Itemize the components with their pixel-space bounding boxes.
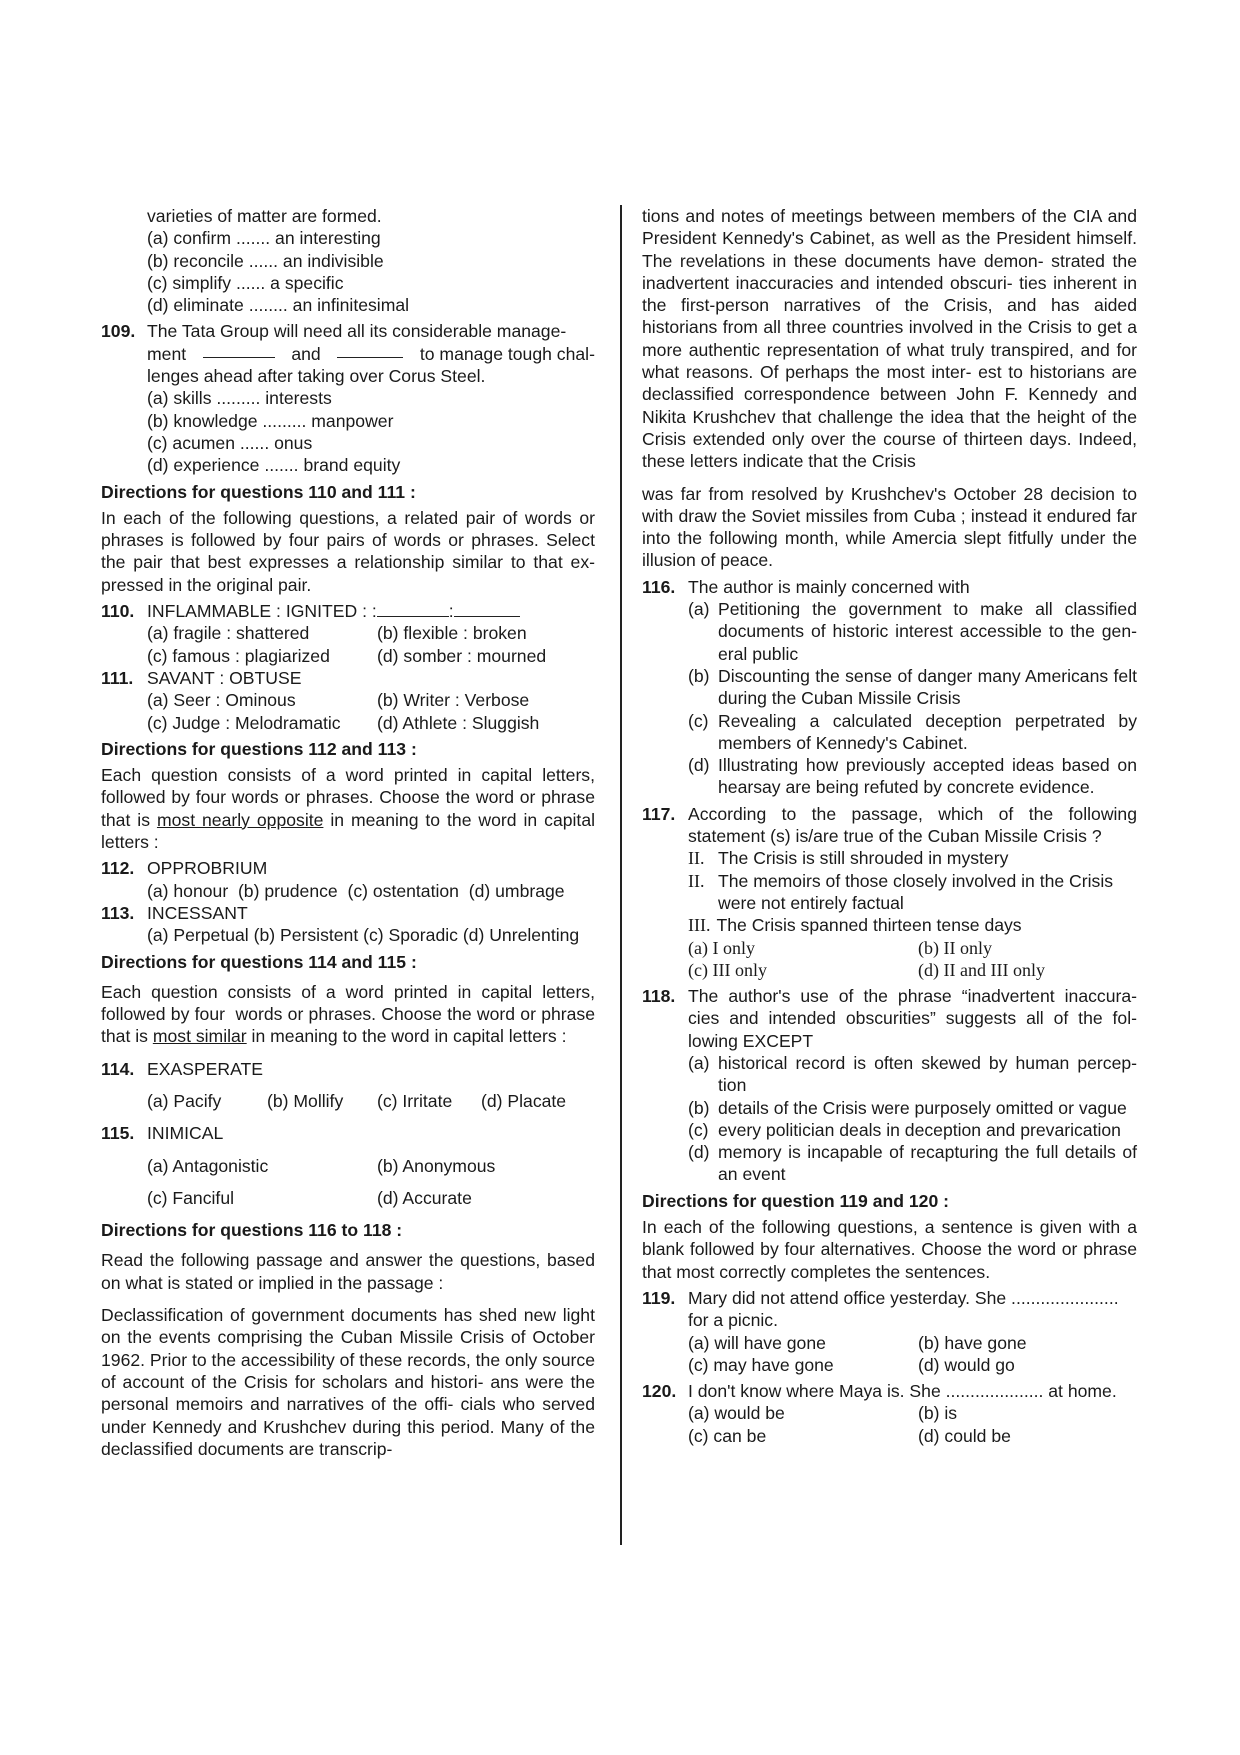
q111-options: (a) Seer : Ominous (b) Writer : Verbose	[147, 690, 530, 711]
question-116: 116. The author is mainly concerned with	[642, 576, 970, 597]
question-118: 118. The author's use of the phrase “inadvertent inaccura- cies and intended obscurities” suggests all of the fol- lowing EXCEPT	[642, 986, 1137, 1051]
question-119: 119. Mary did not attend office yesterday. She ...................... for a picnic.	[642, 1287, 1119, 1331]
directions-119-120: Directions for question 119 and 120 :	[642, 1190, 949, 1211]
directions-text: Each question consists of a word printed in capital letters, followed by four words or phrases. Choose the word or phrase that is most similar in meaning to the word in capital letters :	[101, 981, 600, 1047]
q108-option: (d) eliminate ........ an infinitesimal	[147, 295, 410, 316]
q108-continuation: varieties of matter are formed. (a) confirm ....... an interesting (b) reconcile ...... an indivisible (c) simplify ...... a specific (d) eliminate ........ an infinitesimal	[101, 205, 595, 316]
q117-statement: II. The Crisis is still shrouded in mystery	[688, 848, 1009, 869]
directions-114-115: Directions for questions 114 and 115 :	[101, 951, 417, 972]
q116-option: (c) Revealing a calculated deception perpetrated by members of Kennedy's Cabinet.	[688, 710, 1137, 753]
q117-statement: II. The memoirs of those closely involved in the Crisis were not entirely factual	[688, 870, 1114, 913]
q118-option: (c) every politician deals in deception and prevarication	[688, 1119, 1121, 1140]
question-112: 112. OPPROBRIUM	[101, 858, 268, 879]
directions-112-113: Directions for questions 112 and 113 :	[101, 738, 417, 759]
q116-option: (d) Illustrating how previously accepted ideas based on hearsay are being refuted by concrete evidence.	[688, 755, 1137, 798]
question-120: 120. I don't know where Maya is. She .................... at home.	[642, 1381, 1117, 1402]
answer-blank	[377, 602, 449, 617]
directions-text: In each of the following questions, a related pair of words or phrases is followed by four pairs of words or phrases. Select the pair that best expresses a relationship similar to that ex- pressed in the original pair.	[101, 507, 595, 595]
q118-option: (a) historical record is often skewed by human percep- tion	[688, 1052, 1137, 1096]
right-column: tions and notes of meetings between members of the CIA and President Kennedy's Cabinet, as well as the President himself. The revelations in these documents have demon- strated the inadvertent inaccuracies and intended obscuri- ties inherent in the first-person narratives of the Crisis, and has aided historians from all three countries involved in the Crisis to get a more authentic representation of what truly transpired, and for what reasons. Of perhaps the most inter- est to historians are declassified correspondence between John F. Kennedy and Nikita Krushchev that challenge the idea that the height of the Crisis extended only over the course of thirteen days. Indeed, these letters indicate that the Crisis was far from resolved by Krushchev's October 28 decision to with draw the Soviet missiles from Cuba ; instead it endured far into the following month, while Amercia slept fitfully under the illusion of peace. 116. The author is mainly concerned with (a) Petitioning the government to make all classified documents of historic interest accessible to the gen- eral public (b) Discounting the sense of danger many Americans felt during the Cuban Missile Crisis (c) Revealing a calculated deception perpetrated by members of Kennedy's Cabinet. (d) Illustrating how previously accepted ideas based on hearsay are being refuted by concrete evidence. 117. According to the passage, which of the following statement (s) is/are true of the Cuban Missile Crisis ? II. The Crisis is still shrouded in mystery II. The memoirs of those closely involved in the Crisis were not entirely factual III. The Crisis spanned thirteen tense days (a) I only (b) II only (c) III only (d) II and III only 118. The author's use of the phrase “inadvertent inaccura- cies and intended obscurities” suggests all of the fol- lowing EXCEPT (a) historical record is often skewed by human percep- tion (b) details of the Crisis were purposely omitted or vague (c) every politician deals in deception and prevarication (d) memory is incapable of recapturing the full details of an event Directions for question 119 and 120 : In each of the following questions, a sentence is given with a blank followed by four alternatives. Choose the word or phrase that most correctly completes the sentences. 119. Mary did not attend office yesterday. She ...................... for a picnic. (a) will have gone (b) have gone (c) may have gone (d) would go 120. I don't know where Maya is. She .................... at home. (a) would be (b) is (c) can be (d) could be	[642, 206, 1137, 1446]
q110-options: (a) fragile : shattered (b) flexible : broken	[147, 623, 527, 644]
passage-paragraph: tions and notes of meetings between members of the CIA and President Kennedy's Cabinet, as well as the President himself. The revelations in these documents have demon- strated the inadvertent inaccuracies and intended obscuri- ties inherent in the first-person narratives of the Crisis, and has aided historians from all three countries involved in the Crisis to get a more authentic representation of what truly transpired, and for what reasons. Of perhaps the most inter- est to historians are declassified correspondence between John F. Kennedy and Nikita Krushchev that challenge the idea that the height of the Crisis extended only over the course of thirteen days. Indeed, these letters indicate that the Crisis	[642, 206, 1137, 472]
question-114: 114. EXASPERATE	[101, 1058, 264, 1079]
q109-options: (a) skills ......... interests (b) knowledge ......... manpower (c) acumen ...... onus (d) experience ....... brand equity	[147, 388, 401, 476]
q117-statement: III. The Crisis spanned thirteen tense days	[688, 915, 1022, 936]
passage-paragraph: Declassification of government documents has shed new light on the events comprising the Cuban Missile Crisis of October 1962. Prior to the accessibility of these records, the only source of account of the Crisis for scholars and histori- ans were the personal memoirs and narratives of the offi- cials who served under Kennedy and Krushchev during this period. Many of the declassified documents are transcrip-	[101, 1305, 595, 1459]
answer-blank	[337, 343, 403, 358]
q113-options: (a) Perpetual (b) Persistent (c) Sporadic (d) Unrelenting	[147, 925, 580, 946]
q118-option: (d) memory is incapable of recapturing the full details of an event	[688, 1142, 1137, 1185]
q119-options: (a) will have gone (b) have gone	[688, 1332, 1027, 1353]
q115-options: (a) Antagonistic (b) Anonymous	[147, 1155, 496, 1176]
question-109: 109. The Tata Group will need all its considerable manage- ment and to manage tough chal- lenges ahead after taking over Corus Steel.	[101, 321, 595, 387]
column-divider	[620, 205, 622, 1545]
question-111: 111. SAVANT : OBTUSE	[101, 667, 302, 688]
q108-option: (b) reconcile ...... an indivisible	[147, 250, 384, 271]
question-115: 115. INIMICAL	[101, 1123, 224, 1144]
q112-options: (a) honour (b) prudence (c) ostentation (d) umbrage	[147, 880, 565, 901]
directions-110-111: Directions for questions 110 and 111 :	[101, 481, 416, 502]
q114-options: (a) Pacify (b) Mollify (c) Irritate (d) Placate	[147, 1090, 567, 1111]
q117-options: (a) I only (b) II only	[688, 937, 992, 958]
answer-blank	[203, 343, 275, 358]
question-110: 110. INFLAMMABLE : IGNITED : : :	[101, 600, 595, 622]
directions-text: Read the following passage and answer the questions, based on what is stated or implied in the passage :	[101, 1250, 595, 1293]
passage-paragraph: was far from resolved by Krushchev's October 28 decision to with draw the Soviet missiles from Cuba ; instead it endured far into the following month, while Amercia slept fitfully under the illusion of peace.	[642, 483, 1137, 571]
q108-option: (c) simplify ...... a specific	[147, 272, 344, 293]
q108-option: (a) confirm ....... an interesting	[147, 228, 381, 249]
directions-text: In each of the following questions, a sentence is given with a blank followed by four alternatives. Choose the word or phrase that most correctly completes the sentences.	[642, 1217, 1137, 1282]
q118-option: (b) details of the Crisis were purposely omitted or vague	[688, 1097, 1127, 1118]
q116-option: (b) Discounting the sense of danger many Americans felt during the Cuban Missile Crisis	[688, 665, 1137, 709]
q120-options: (a) would be (b) is	[688, 1403, 958, 1424]
directions-116-118: Directions for questions 116 to 118 :	[101, 1220, 403, 1241]
directions-text: Each question consists of a word printed in capital letters, followed by four words or phrases. Choose the word or phrase that is most nearly opposite in meaning to the word in capital letters :	[101, 765, 596, 853]
q116-option: (a) Petitioning the government to make all classified documents of historic interest accessible to the gen- eral public	[688, 599, 1137, 664]
question-113: 113. INCESSANT	[101, 902, 248, 923]
question-117: 117. According to the passage, which of the following statement (s) is/are true of the Cuban Missile Crisis ?	[642, 803, 1137, 847]
answer-blank	[454, 602, 520, 617]
left-column: varieties of matter are formed. (a) confirm ....... an interesting (b) reconcile ...... an indivisible (c) simplify ...... a specific (d) eliminate ........ an infinitesimal 109. The Tata Group will need all its considerable manage- ment and to manage tough chal- lenges ahead after taking over Corus Steel. (a) skills ......... interests (b) knowledge ......... manpower (c) acumen ...... onus (d) experience ....... brand equity Directions for questions 110 and 111 : In each of the following questions, a related pair of words or phrases is followed by four pairs of words or phrases. Select the pair that best expresses a relationship similar to that ex- pressed in the original pair. 110. INFLAMMABLE : IGNITED : : : (a) fragile : shattered (b) flexible : broken (c) famous : plagiarized (d) somber : mourned 111. SAVANT : OBTUSE (a) Seer : Ominous (b) Writer : Verbose (c) Judge : Melodramatic (d) Athlete : Sluggish Directions for questions 112 and 113 : Each question consists of a word printed in capital letters, followed by four words or phrases. Choose the word or phrase that is most nearly opposite in meaning to the word in capital letters : 112. OPPROBRIUM (a) honour (b) prudence (c) ostentation (d) umbrage 113. INCESSANT (a) Perpetual (b) Persistent (c) Sporadic (d) Unrelenting Directions for questions 114 and 115 : Each question consists of a word printed in capital letters, followed by four words or phrases. Choose the word or phrase that is most similar in meaning to the word in capital letters : 114. EXASPERATE (a) Pacify (b) Mollify (c) Irritate (d) Placate 115. INIMICAL (a) Antagonistic (b) Anonymous (c) Fanciful (d) Accurate Directions for questions 116 to 118 : Read the following passage and answer the questions, based on what is stated or implied in the passage : Declassification of government documents has shed new light on the events comprising the Cuban Missile Crisis of October 1962. Prior to the accessibility of these records, the only source of account of the Crisis for scholars and histori- ans were the personal memoirs and narratives of the offi- cials who served under Kennedy and Krushchev during this period. Many of the declassified documents are transcrip-	[101, 206, 600, 1459]
